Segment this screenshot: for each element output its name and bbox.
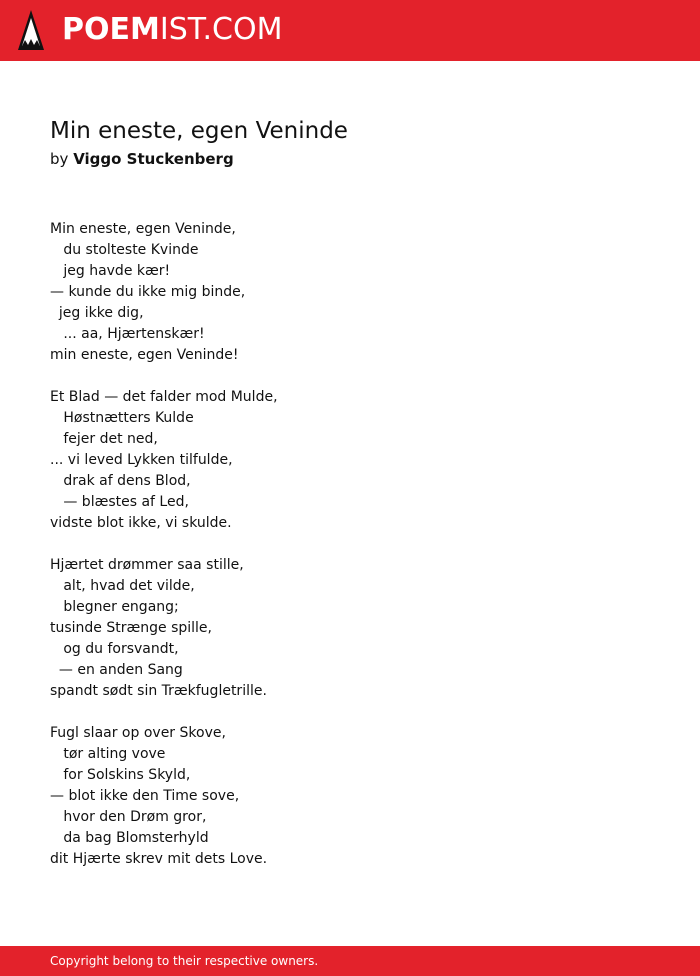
stanza-gap xyxy=(50,702,278,723)
poem-line: Hjærtet drømmer saa stille, xyxy=(50,557,244,573)
poem-line: og du forsvandt, xyxy=(50,641,179,657)
poem-line: Fugl slaar op over Skove, xyxy=(50,725,226,741)
by-prefix: by xyxy=(50,150,69,168)
stanza xyxy=(50,555,278,702)
poem-line: Høstnætters Kulde xyxy=(50,410,194,426)
poem-line: — blot ikke den Time sove, xyxy=(50,788,240,804)
poem-line: min eneste, egen Veninde! xyxy=(50,347,239,363)
pencil-logo-icon[interactable] xyxy=(18,10,44,52)
poem-line: Et Blad — det falder mod Mulde, xyxy=(50,389,278,405)
poem-line: fejer det ned, xyxy=(50,431,158,447)
poem-line: — kunde du ikke mig binde, xyxy=(50,284,246,300)
poem-line: hvor den Drøm gror, xyxy=(50,809,207,825)
poem-line: spandt sødt sin Trækfugletrille. xyxy=(50,683,267,699)
poem-line: blegner engang; xyxy=(50,599,179,615)
poem-line: — en anden Sang xyxy=(50,662,183,678)
poem-line: alt, hvad det vilde, xyxy=(50,578,195,594)
poem-title: Min eneste, egen Veninde xyxy=(50,118,348,144)
poem-line: for Solskins Skyld, xyxy=(50,767,191,783)
poem-line: da bag Blomsterhyld xyxy=(50,830,209,846)
byline xyxy=(50,149,234,169)
site-footer xyxy=(0,946,700,976)
poem-line: Min eneste, egen Veninde, xyxy=(50,221,236,237)
poem-line: ... aa, Hjærtenskær! xyxy=(50,326,205,342)
logo-bold-text: POEM xyxy=(62,12,160,47)
poem-line: ... vi leved Lykken tilfulde, xyxy=(50,452,233,468)
poem-line: vidste blot ikke, vi skulde. xyxy=(50,515,232,531)
stanza-gap xyxy=(50,366,278,387)
poem-line: jeg havde kær! xyxy=(50,263,171,279)
copyright-text: Copyright belong to their respective owners. xyxy=(50,954,319,968)
stanza xyxy=(50,723,278,870)
stanza xyxy=(50,387,278,534)
poem-line: jeg ikke dig, xyxy=(50,305,144,321)
site-header xyxy=(0,0,700,61)
poem-line: tusinde Strænge spille, xyxy=(50,620,212,636)
poem-body xyxy=(50,219,278,870)
poem-line: dit Hjærte skrev mit dets Love. xyxy=(50,851,268,867)
logo-light-text: IST.COM xyxy=(159,12,283,47)
stanza xyxy=(50,219,278,366)
stanza-gap xyxy=(50,534,278,555)
poem-line: du stolteste Kvinde xyxy=(50,242,199,258)
poem-line: drak af dens Blod, xyxy=(50,473,191,489)
author-name[interactable]: Viggo Stuckenberg xyxy=(73,150,234,168)
site-logo[interactable] xyxy=(62,12,282,48)
poem-line: tør alting vove xyxy=(50,746,166,762)
poem-line: — blæstes af Led, xyxy=(50,494,189,510)
